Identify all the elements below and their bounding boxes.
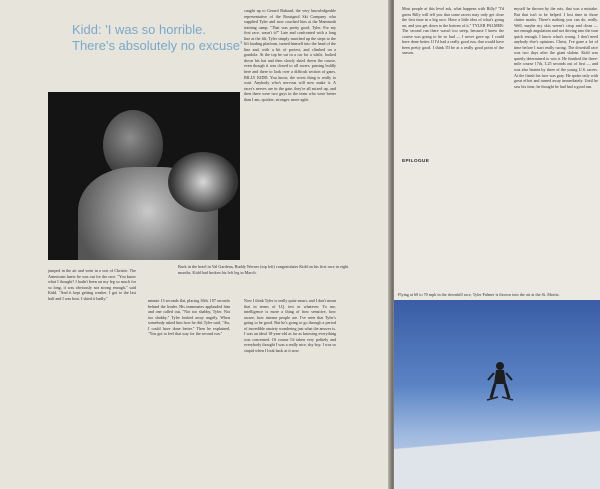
column-text: minute 13 seconds flat, placing 36th. 107 seconds behind the leader. His teammates applauded him and one called out, "Not too shabby, Tyler. Not too shabby." Tyler looked away angrily. When somebody asked him how he did, Tyler said, "Aw, I could have done better." Then he explained, "You got to feel that way for the second run." (148, 298, 230, 337)
skier-figure-icon (486, 360, 514, 402)
column-text: jumped in the air and went in a sort of Christie. The Americans knew he was out for the race. "You know what I thought? I hadn't been on my leg so much for so long, it was obviously not strong enough," said Kidd. "And it kept getting weaker. I got to the last half and I was beat. I skied it badly." (48, 268, 136, 301)
right-page (394, 0, 600, 489)
skier-airborne-photo (394, 300, 600, 489)
headline-line-2: There's absolutely no excuse' (72, 38, 243, 53)
headline-line-1: Kidd: 'I was so horrible. (72, 22, 206, 37)
column-text: caught up to Gerard Rubaud, the very knowledgeable representative of the Rossignol Ski Company who supplied Tyler and now coached him at the Mammoth training camp. "That was pretty good, Tyler. For my first race, wasn't it?" Late and confronted with a long line at the lift, Tyler simply marched up the steps to the lift loading platform, turned himself into the head of the line and, with a bit of protest, and climbed on a gondola. At the top he sat in a car for a while, looked down his hat and then slowly skied down the course, even though it was closed to all racers, passing boldly here and there to look over a difficult section of gates. BILLY KIDD: You know, the worst thing is really to wait. Anybody who's nervous will now make it. A racer's nerves are in the gate, they're all mixed up, and then there were two guys in the team who were better than I am, quicker, stronger, more agile. (244, 8, 336, 102)
skier-portrait-photo (48, 92, 240, 260)
column-text: myself he thrown by the ruts, that was a mistake. But that isn't to be helped. I lost time in those clutter marks. There's nothing you can do, really. Well, maybe my skis weren't crisp and clean — not enough angulation and not driving into the turn quick enough. I know what's wrong. I don't need anybody else's opinions. Christ, I've gone a lot of time before I start really racing. The downhill race was two days after the giant slalom. Kidd was quietly determined to win it. He finished the three-mile course 17th, 3.25 seconds out of first — and was also beaten by three of the young U.S. racers. At the finish his face was gray. He spoke only with great effort and turned away immediately. Until he saw his time, he thought he had had a good run. (514, 6, 598, 89)
article-column-4 (244, 298, 336, 354)
foreground-shape (168, 152, 238, 212)
article-column-5 (402, 6, 504, 57)
epilogue-subhead: EPILOGUE (402, 159, 430, 164)
article-column-2 (148, 298, 230, 338)
photo-caption: Back in the hotel in Val Gardena, Buddy Werner (top left) congratulates Kidd on his first race in eight months. Kidd had broken his left leg in March. (178, 264, 349, 275)
ski-photo-caption: Flying at 60 to 70 mph in the downhill race, Tyler Palmer is thrown into the air at the St. Moritz. (398, 292, 560, 297)
column-text: Most people at this level ask, what happens with Billy? "I'd guess Billy will tell you that some racers may only get close the first time in a big race. Have a little idea of what's going on, and you get down to the bottom of it." TYLER PALMER: The second run there wasn't too steep, because I knew the course was going to be so bad — I never gave up. I could have done better. If I'd had a really good run, that would have been pretty good. I think I'll be at a really good point of the season. (402, 6, 504, 56)
article-column-3 (244, 8, 336, 103)
column-text: Now I think Tyler is really quite smart, and I don't mean that in terms of I.Q. test or whatever. To me, intelligence is more a thing of how sensitive, how aware, how intense people are. I've seen that Tyler's going to be good. But he's going to go through a period of incredible anxiety wondering just what the answer is. I was an ideal 18-year-old as far as knowing everything was concerned. Of course I'd taken very politely and everybody thought I was a really nice, shy boy. I was so stupid when I look back at it now. (244, 298, 337, 353)
article-column-1 (48, 268, 136, 302)
article-column-6 (514, 6, 598, 90)
snow-slope (394, 409, 600, 489)
